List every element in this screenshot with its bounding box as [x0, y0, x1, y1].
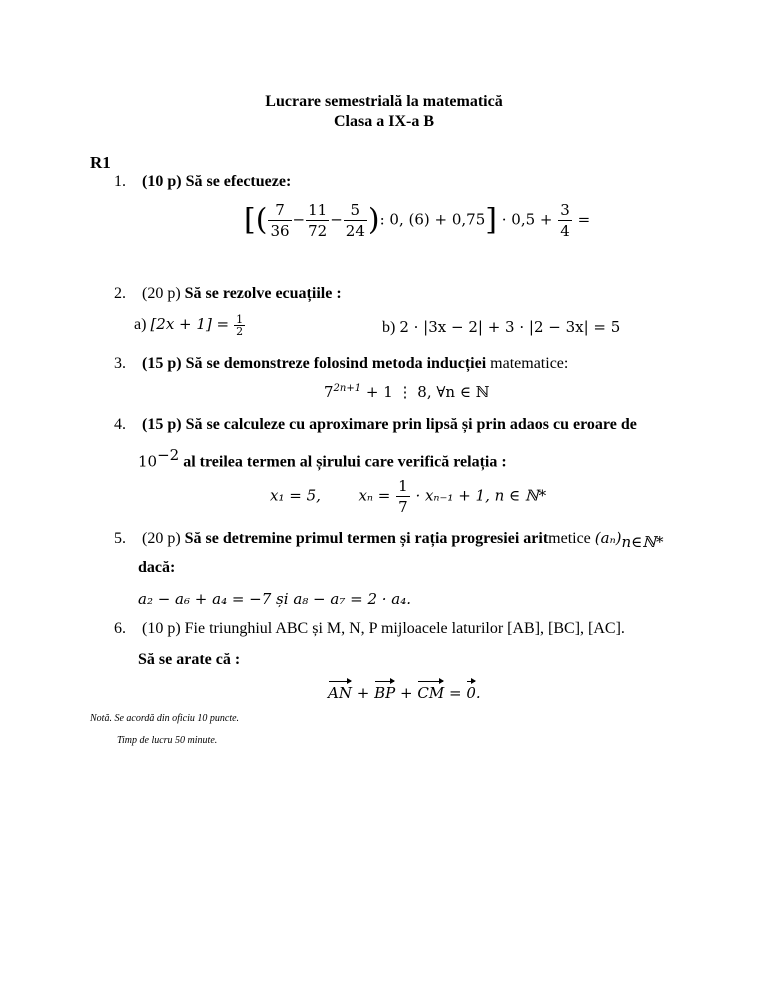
- vector-an: AN: [328, 680, 352, 702]
- footer-note: Notă. Se acordă din oficiu 10 puncte.: [90, 713, 240, 724]
- problem-number: 1.: [114, 173, 126, 190]
- problem-2-statement: 2. (20 p) Să se rezolve ecuațiile :: [114, 285, 342, 302]
- problem-1-statement: [114, 173, 291, 191]
- document-title: Lucrare semestrială la matematică: [265, 93, 503, 110]
- problem-5-line2: dacă:: [138, 559, 176, 576]
- problem-5-expression: a₂ − a₆ + a₄ = −7 și a₈ − a₇ = 2 · a₄.: [138, 590, 412, 608]
- problem-2a: a) [2x + 1] = $\frac{1}{2}$: [134, 313, 244, 338]
- problem-5-statement: 5. (20 p) Să se detremine primul termen și rația progresiei aritmetice $(a_n)_{n\in ℕ*}$: [114, 529, 664, 552]
- problem-6-statement: 6. (10 p) Fie triunghiul ABC și M, N, P mijloacele laturilor [AB], [BC], [AC].: [114, 620, 625, 637]
- problem-3-statement: 3. (15 p) Să se demonstreze folosind metoda inducției matematice:: [114, 355, 569, 372]
- problem-6-expression: AN + BP + CM = 0.: [328, 680, 481, 702]
- vector-bp: BP: [374, 680, 395, 702]
- problem-4-line2: $10^{-2}$ al treilea termen al șirului care verifică relația :: [138, 446, 507, 471]
- vector-zero: 0: [466, 680, 476, 702]
- footer-time: Timp de lucru 50 minute.: [117, 735, 218, 746]
- fraction: $\frac{7}{36}$: [270, 201, 290, 240]
- problem-2b: b) 2 · |3x − 2| + 3 · |2 − 3x| = 5: [382, 318, 621, 336]
- problem-text: Să se efectueze:: [185, 173, 292, 190]
- fraction: $\frac{3}{4}$: [560, 201, 570, 240]
- vector-cm: CM: [417, 680, 444, 702]
- problem-points: (10 p): [142, 173, 182, 190]
- section-label: R1: [90, 153, 111, 172]
- problem-3-expression: $7^{2n+1} + 1$ ⋮ 8, ∀n ∈ ℕ: [324, 383, 490, 401]
- problem-1-expression: [( $\frac{7}{36}$ − $\frac{11}{72}$ − $\frac{5}{24}$ ): 0, (6) + 0,75] · 0,5 + $\frac{3}{4}$ =: [244, 201, 591, 240]
- fraction: $\frac{11}{72}$: [308, 201, 328, 240]
- problem-4-expression: x₁ = 5, xₙ = $\frac{1}{7}$ · xₙ₋₁ + 1, n ∈ ℕ*: [270, 477, 547, 516]
- problem-6-line2: Să se arate că :: [138, 651, 241, 668]
- document-subtitle: Clasa a IX-a B: [333, 113, 434, 130]
- problem-4-line1: 4. (15 p) Să se calculeze cu aproximare prin lipsă și prin adaos cu eroare de: [114, 416, 637, 433]
- fraction: $\frac{5}{24}$: [345, 201, 365, 240]
